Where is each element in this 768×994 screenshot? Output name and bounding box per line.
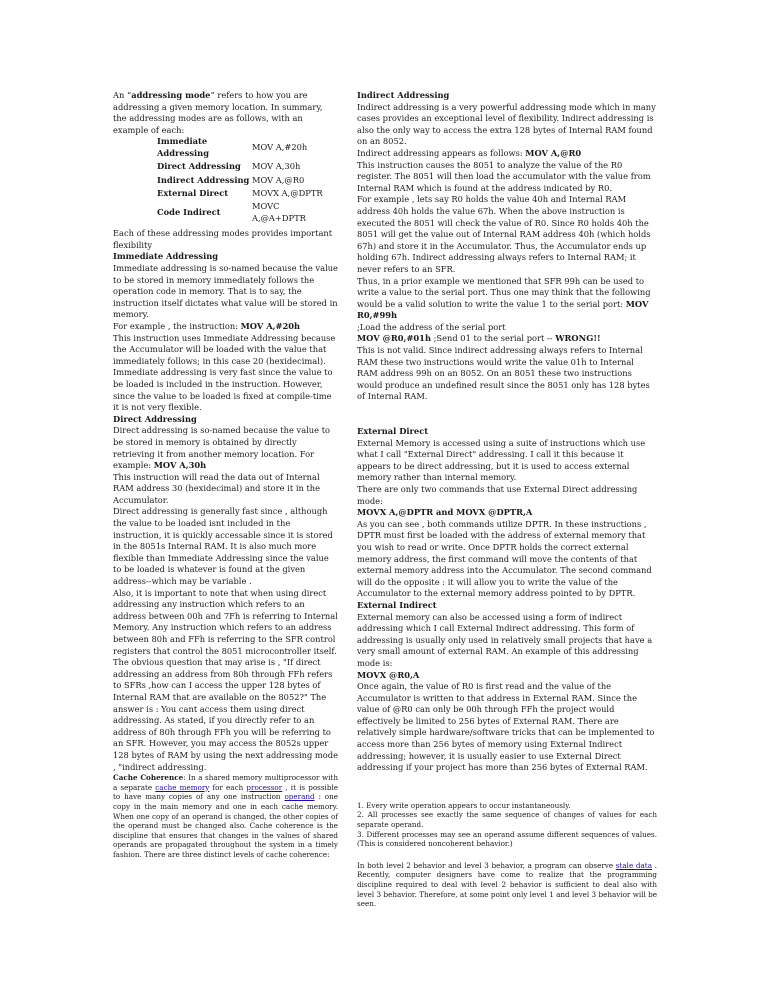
mode-example: MOVX A,@DPTR xyxy=(252,188,323,198)
external-indirect-paragraph: External memory can also be accessed using a form of indirect addressing which I call External Indirect addressing. This form of addressing is usually only used in relatively small projects that have a very small amount of external RAM. An example of this addressing mode is: xyxy=(357,611,653,668)
indirect-code: MOV R0,#99h xyxy=(357,298,649,321)
indirect-text: Indirect addressing appears as follows: xyxy=(357,147,526,158)
stale-data-paragraph xyxy=(357,861,657,909)
immediate-heading: Immediate Addressing xyxy=(113,251,219,262)
indirect-example xyxy=(357,148,657,160)
external-direct-heading: External Direct xyxy=(357,426,429,437)
indirect-text: Thus, in a prior example we mentioned that SFR 99h can be used to write a value to the serial port. Thus one may think that the following would be a valid solution to write the value 1 to the serial port: xyxy=(357,275,651,309)
spacer xyxy=(357,403,657,426)
cache-text: , it is possible to have many copies of any one instruction xyxy=(113,782,338,802)
external-direct-paragraph: There are only two commands that use External Direct addressing mode: xyxy=(357,484,638,506)
direct-text: Direct addressing is so-named because the value to be stored in memory is obtained by directly retrieving it from another memory location. For example: xyxy=(113,425,331,471)
mode-name: Immediate Addressing xyxy=(157,136,210,158)
indirect-paragraph: This is not valid. Since indirect addressing always refers to Internal RAM these two instructions would write the value 01h to Internal RAM address 99h on an 8052. On an 8051 these two instructions would produce an undefined result since the 8051 only has 128 bytes of Internal RAM. xyxy=(357,345,650,402)
indirect-example-code: MOV A,@R0 xyxy=(525,147,582,158)
spacer xyxy=(357,774,657,801)
external-direct-paragraph: External Memory is accessed using a suite of instructions which use what I call "External Direct" addressing. I call it this because it appears to be direct addressing, but it is used to access external memory rather than internal memory. xyxy=(357,437,646,483)
indirect-wrong-line xyxy=(357,333,657,345)
cache-memory-link[interactable]: cache memory xyxy=(155,782,210,792)
table-row xyxy=(157,161,330,174)
table-row xyxy=(157,188,330,201)
mode-example: MOVC A,@A+DPTR xyxy=(252,201,306,223)
external-direct-code: MOVX A,@DPTR and MOVX @DPTR,A xyxy=(357,507,533,518)
mode-example: MOV A,30h xyxy=(252,161,301,172)
cache-text: : In a shared memory multiprocessor with a separate xyxy=(113,773,339,792)
final-text: In both level 2 behavior and level 3 behavior, a program can observe xyxy=(357,860,616,870)
cache-coherence-paragraph xyxy=(113,773,338,859)
indirect-paragraph xyxy=(357,276,657,322)
mode-name: Code Indirect xyxy=(157,207,221,218)
mode-example: MOV A,@R0 xyxy=(252,174,305,185)
indirect-text: ;Send 01 to the serial port -- xyxy=(430,333,556,344)
final-text-rest: . Recently, computer designers have come to realize that the programming discipline required to deal with level 2 behavior is sufficient to deal also with level 3 behavior. Therefore, at some point only level 1 and level 3 behavior will be seen. xyxy=(357,860,657,909)
flexibility-note: Each of these addressing modes provides important flexibility xyxy=(113,228,333,250)
immediate-paragraph: This instruction uses Immediate Addressing because the Accumulator will be loaded with the value that immediately follows; in this case 20 (hexidecimal). xyxy=(113,332,336,366)
indirect-comment: ;Load the address of the serial port xyxy=(357,321,506,332)
coherence-level-1: 1. Every write operation appears to occur instantaneously. xyxy=(357,800,571,810)
indirect-paragraph: This instruction causes the 8051 to analyze the value of the R0 register. The 8051 will then load the accumulator with the value from Internal RAM which is found at the address indicated by R0. xyxy=(357,159,651,193)
intro-text-rest: ” refers to how you are addressing a given memory location. In summary, the addressing modes are as follows, with an example of each: xyxy=(113,90,323,135)
immediate-paragraph: Immediate addressing is very fast since the value to be loaded is included in the instruction. However, since the value to be loaded is fixed at compile-time it is not very flexible. xyxy=(113,367,333,413)
table-row xyxy=(157,175,330,188)
external-direct-paragraph: As you can see , both commands utilize DPTR. In these instructions , DPTR must first be loaded with the address of external memory that you wish to read or write. Once DPTR holds the correct external memory address, the first command will move the contents of that external memory address into the Accumulator. The second command will do the opposite : it will allow you to write the value of the Accumulator to the external memory address pointed to by DPTR. xyxy=(357,518,652,599)
external-indirect-heading: External Indirect xyxy=(357,599,437,610)
processor-link[interactable]: processor xyxy=(246,782,283,792)
mode-name: External Direct xyxy=(157,188,229,198)
direct-example-code: MOV A,30h xyxy=(153,460,207,471)
coherence-level-2: 2. All processes see exactly the same sequence of changes of values for each separate operand. xyxy=(357,810,657,830)
right-column xyxy=(357,90,657,909)
operand-link[interactable]: operand xyxy=(284,792,315,802)
direct-paragraph: This instruction will read the data out of Internal RAM address 30 (hexidecimal) and store it in the Accumulator. xyxy=(113,471,321,505)
indirect-code: MOV @R0,#01h xyxy=(357,333,431,344)
direct-paragraph: Direct addressing is generally fast since , although the value to be loaded isnt included in the instruction, it is quickly accessable since it is stored in the 8051s Internal RAM. It is also much more flexible than Immediate Addressing since the value to be loaded is whatever is found at the given address--which may be variable . xyxy=(113,506,333,587)
cache-coherence-label: Cache Coherence xyxy=(113,773,184,783)
table-row xyxy=(157,201,330,226)
coherence-level-3: 3. Different processes may see an operand assume different sequences of values. (This is considered noncoherent behavior.) xyxy=(357,829,657,849)
direct-paragraph: The obvious question that may arise is , "If direct addressing an address from 80h through FFh refers to SFRs ,how can I access the upper 128 bytes of Internal RAM that are available on the 8052?" The answer is : You cant access them using direct addressing. As stated, if you directly refer to an address of 80h through FFh you will be referring to an SFR. However, you may access the 8052s upper 128 bytes of RAM by using the next addressing mode , "indirect addressing. xyxy=(113,657,338,772)
intro-term: addressing mode xyxy=(131,90,211,100)
indirect-heading: Indirect Addressing xyxy=(357,90,450,100)
immediate-example xyxy=(113,321,338,333)
external-indirect-code: MOVX @R0,A xyxy=(357,669,420,680)
left-column xyxy=(113,90,338,859)
cache-text: for each xyxy=(209,782,247,792)
indirect-paragraph: For example , lets say R0 holds the value 40h and Internal RAM address 40h holds the value 67h. When the above instruction is executed the 8051 will check the value of R0. Since R0 holds 40h the 8051 will get the value out of Internal RAM address 40h (which holds 67h) and store it in the Accumulator. Thus, the Accumulator ends up holding 67h. Indirect addressing always refers to Internal RAM; it never refers to an SFR. xyxy=(357,194,651,274)
intro-paragraph xyxy=(113,90,338,136)
immediate-example-code: MOV A,#20h xyxy=(240,320,301,331)
cache-text: : one copy in the main memory and one in each cache memory. When one copy of an operand is changed, the other copies of the operand must be changed also. Cache coherence is the discipline that ensures that changes in the values of shared operands are propagated throughout the system in a timely fashion. There are three distinct levels of cache coherence: xyxy=(113,792,339,859)
wrong-label: WRONG!! xyxy=(555,333,601,344)
immediate-example-text: For example , the instruction: xyxy=(113,320,241,331)
direct-paragraph: Also, it is important to note that when using direct addressing any instruction which refers to an address between 00h and 7Fh is referring to Internal Memory. Any instruction which refers to an address between 80h and FFh is referring to the SFR control registers that control the 8051 microcontroller itself. xyxy=(113,587,338,656)
direct-paragraph xyxy=(113,425,338,471)
intro-text: An “ xyxy=(113,90,132,100)
direct-heading: Direct Addressing xyxy=(113,413,197,424)
immediate-paragraph: Immediate addressing is so-named because the value to be stored in memory immediately follows the operation code in memory. That is to say, the instruction itself dictates what value will be stored in memory. xyxy=(113,263,338,320)
table-row xyxy=(157,136,330,161)
external-indirect-paragraph: Once again, the value of R0 is first read and the value of the Accumulator is written to that address in External RAM. Since the value of @R0 can only be 00h through FFh the project would effectively be limited to 256 bytes of External RAM. There are relatively simple hardware/software tricks that can be implemented to access more than 256 bytes of memory using External Indirect addressing; however, it is usually easier to use External Direct addressing if your project has more than 256 bytes of External RAM. xyxy=(357,681,655,773)
indirect-paragraph: Indirect addressing is a very powerful addressing mode which in many cases provides an exceptional level of flexibility. Indirect addressing is also the only way to access the extra 128 bytes of Internal RAM found on an 8052. xyxy=(357,101,656,147)
spacer xyxy=(357,849,657,861)
mode-name: Indirect Addressing xyxy=(157,174,250,185)
addressing-modes-table xyxy=(157,136,330,226)
stale-data-link[interactable]: stale data xyxy=(615,860,652,870)
mode-example: MOV A,#20h xyxy=(252,142,308,153)
mode-name: Direct Addressing xyxy=(157,161,241,172)
